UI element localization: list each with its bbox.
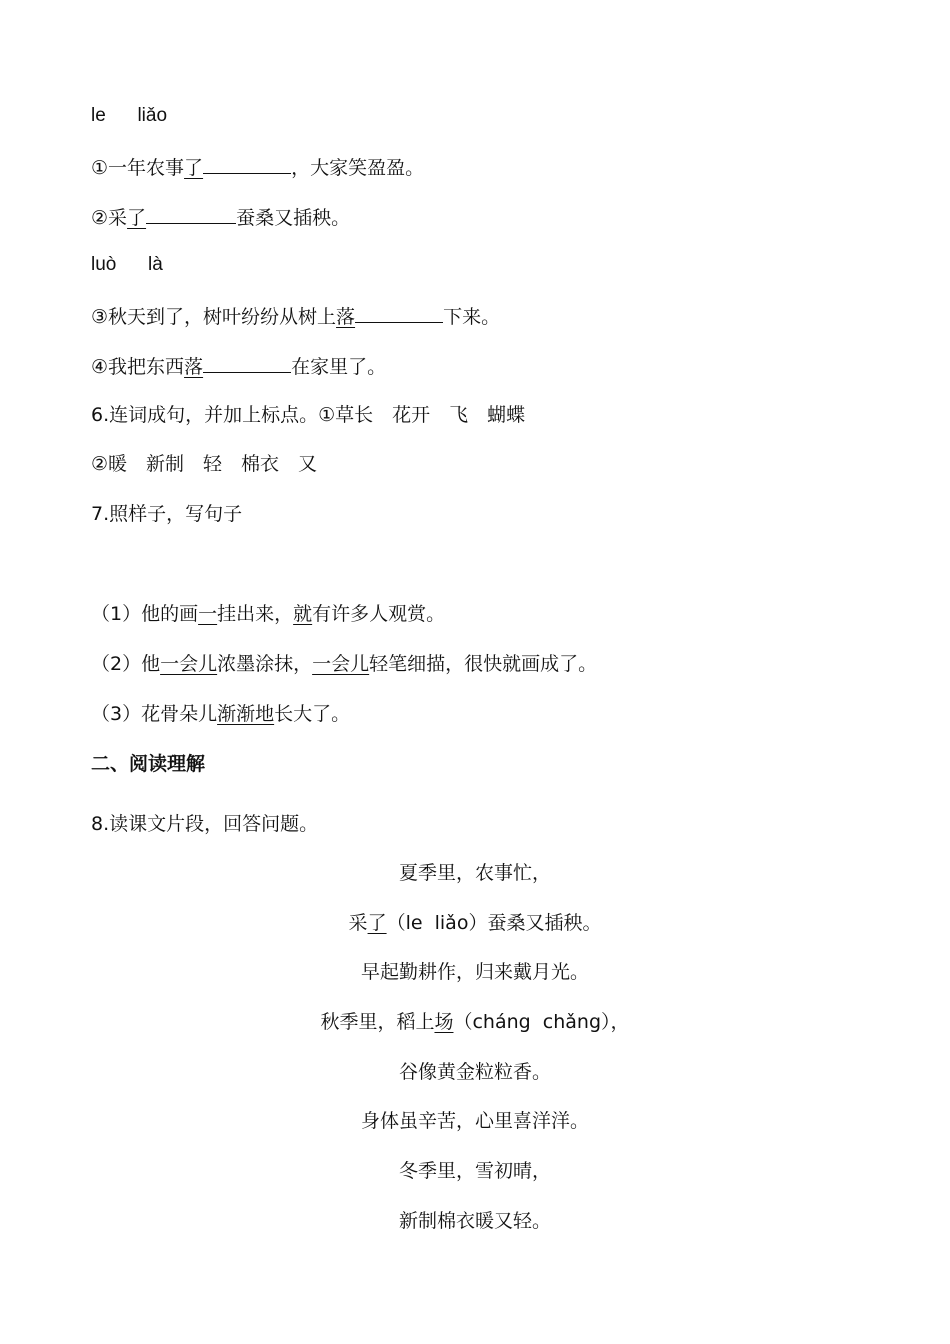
question-8: 8.读课文片段，回答问题。 — [91, 813, 319, 835]
q4-answer-blank[interactable] — [203, 352, 291, 373]
example-sentence-1 — [91, 601, 445, 627]
s1-text-c: 挂出来， — [217, 603, 294, 625]
poem-line-1: 夏季里，农事忙， — [398, 862, 551, 884]
s3-text-a: （3）花骨朵儿 — [91, 703, 218, 725]
poem-line-2 — [0, 910, 950, 936]
poem-l4-target: 场 — [434, 1011, 454, 1033]
q4-suffix: 在家里了。 — [291, 356, 387, 378]
poem-l2-target: 了 — [367, 912, 387, 934]
q4-prefix: ④我把东西 — [91, 356, 185, 378]
q1-prefix: ①一年农事 — [91, 157, 185, 179]
q2-target-char: 了 — [127, 207, 147, 229]
q3-suffix: 下来。 — [443, 306, 501, 328]
poem-line-6: 身体虽辛苦，心里喜洋洋。 — [360, 1110, 589, 1132]
q4-target-char: 落 — [184, 356, 204, 378]
q1-target-char: 了 — [184, 157, 204, 179]
poem-l4-c: （cháng chǎng）， — [453, 1011, 630, 1033]
s3-keyword: 渐渐地 — [217, 703, 275, 725]
q1-suffix: ，大家笑盈盈。 — [291, 157, 425, 179]
poem-l2-c: （le liǎo）蚕桑又插秧。 — [386, 912, 602, 934]
question-7: 7.照样子，写句子 — [91, 503, 243, 525]
s1-text-a: （1）他的画 — [91, 603, 199, 625]
s1-text-e: 有许多人观赏。 — [312, 603, 446, 625]
poem-line-7: 冬季里，雪初晴， — [398, 1160, 551, 1182]
q1-answer-blank[interactable] — [203, 153, 291, 174]
question-2 — [91, 203, 350, 231]
q2-answer-blank[interactable] — [146, 203, 236, 224]
poem-line-4 — [0, 1009, 950, 1035]
s1-keyword-yi: 一 — [198, 603, 218, 625]
s2-text-a: （2）他 — [91, 653, 161, 675]
q3-prefix: ③秋天到了，树叶纷纷从树上 — [91, 306, 337, 328]
s2-text-c: 浓墨涂抹， — [217, 653, 313, 675]
s2-keyword-1: 一会儿 — [160, 653, 218, 675]
s1-keyword-jiu: 就 — [293, 603, 313, 625]
q3-answer-blank[interactable] — [355, 302, 443, 323]
s2-text-e: 轻笔细描，很快就画成了。 — [369, 653, 598, 675]
q2-prefix: ②采 — [91, 207, 128, 229]
q3-target-char: 落 — [336, 306, 356, 328]
q2-suffix: 蚕桑又插秧。 — [236, 207, 351, 229]
pinyin-options-le-liao: le liǎo — [91, 105, 168, 126]
question-1 — [91, 153, 424, 181]
poem-line-3: 早起勤耕作，归来戴月光。 — [360, 961, 589, 983]
pinyin-options-luo-la: luò là — [91, 254, 163, 275]
question-6-part-2: ②暖 新制 轻 棉衣 又 — [91, 453, 318, 475]
poem-l4-a: 秋季里，稻上 — [320, 1011, 435, 1033]
s3-text-c: 长大了。 — [274, 703, 351, 725]
question-6: 6.连词成句，并加上标点。①草长 花开 飞 蝴蝶 — [91, 404, 526, 426]
poem-line-5: 谷像黄金粒粒香。 — [398, 1061, 551, 1083]
poem-l2-a: 采 — [348, 912, 368, 934]
poem-line-8: 新制棉衣暖又轻。 — [398, 1210, 551, 1232]
section-heading-reading: 二、阅读理解 — [91, 753, 206, 775]
example-sentence-2 — [91, 651, 597, 677]
question-4 — [91, 352, 386, 380]
s2-keyword-2: 一会儿 — [312, 653, 370, 675]
example-sentence-3 — [91, 701, 350, 727]
question-3 — [91, 302, 500, 330]
